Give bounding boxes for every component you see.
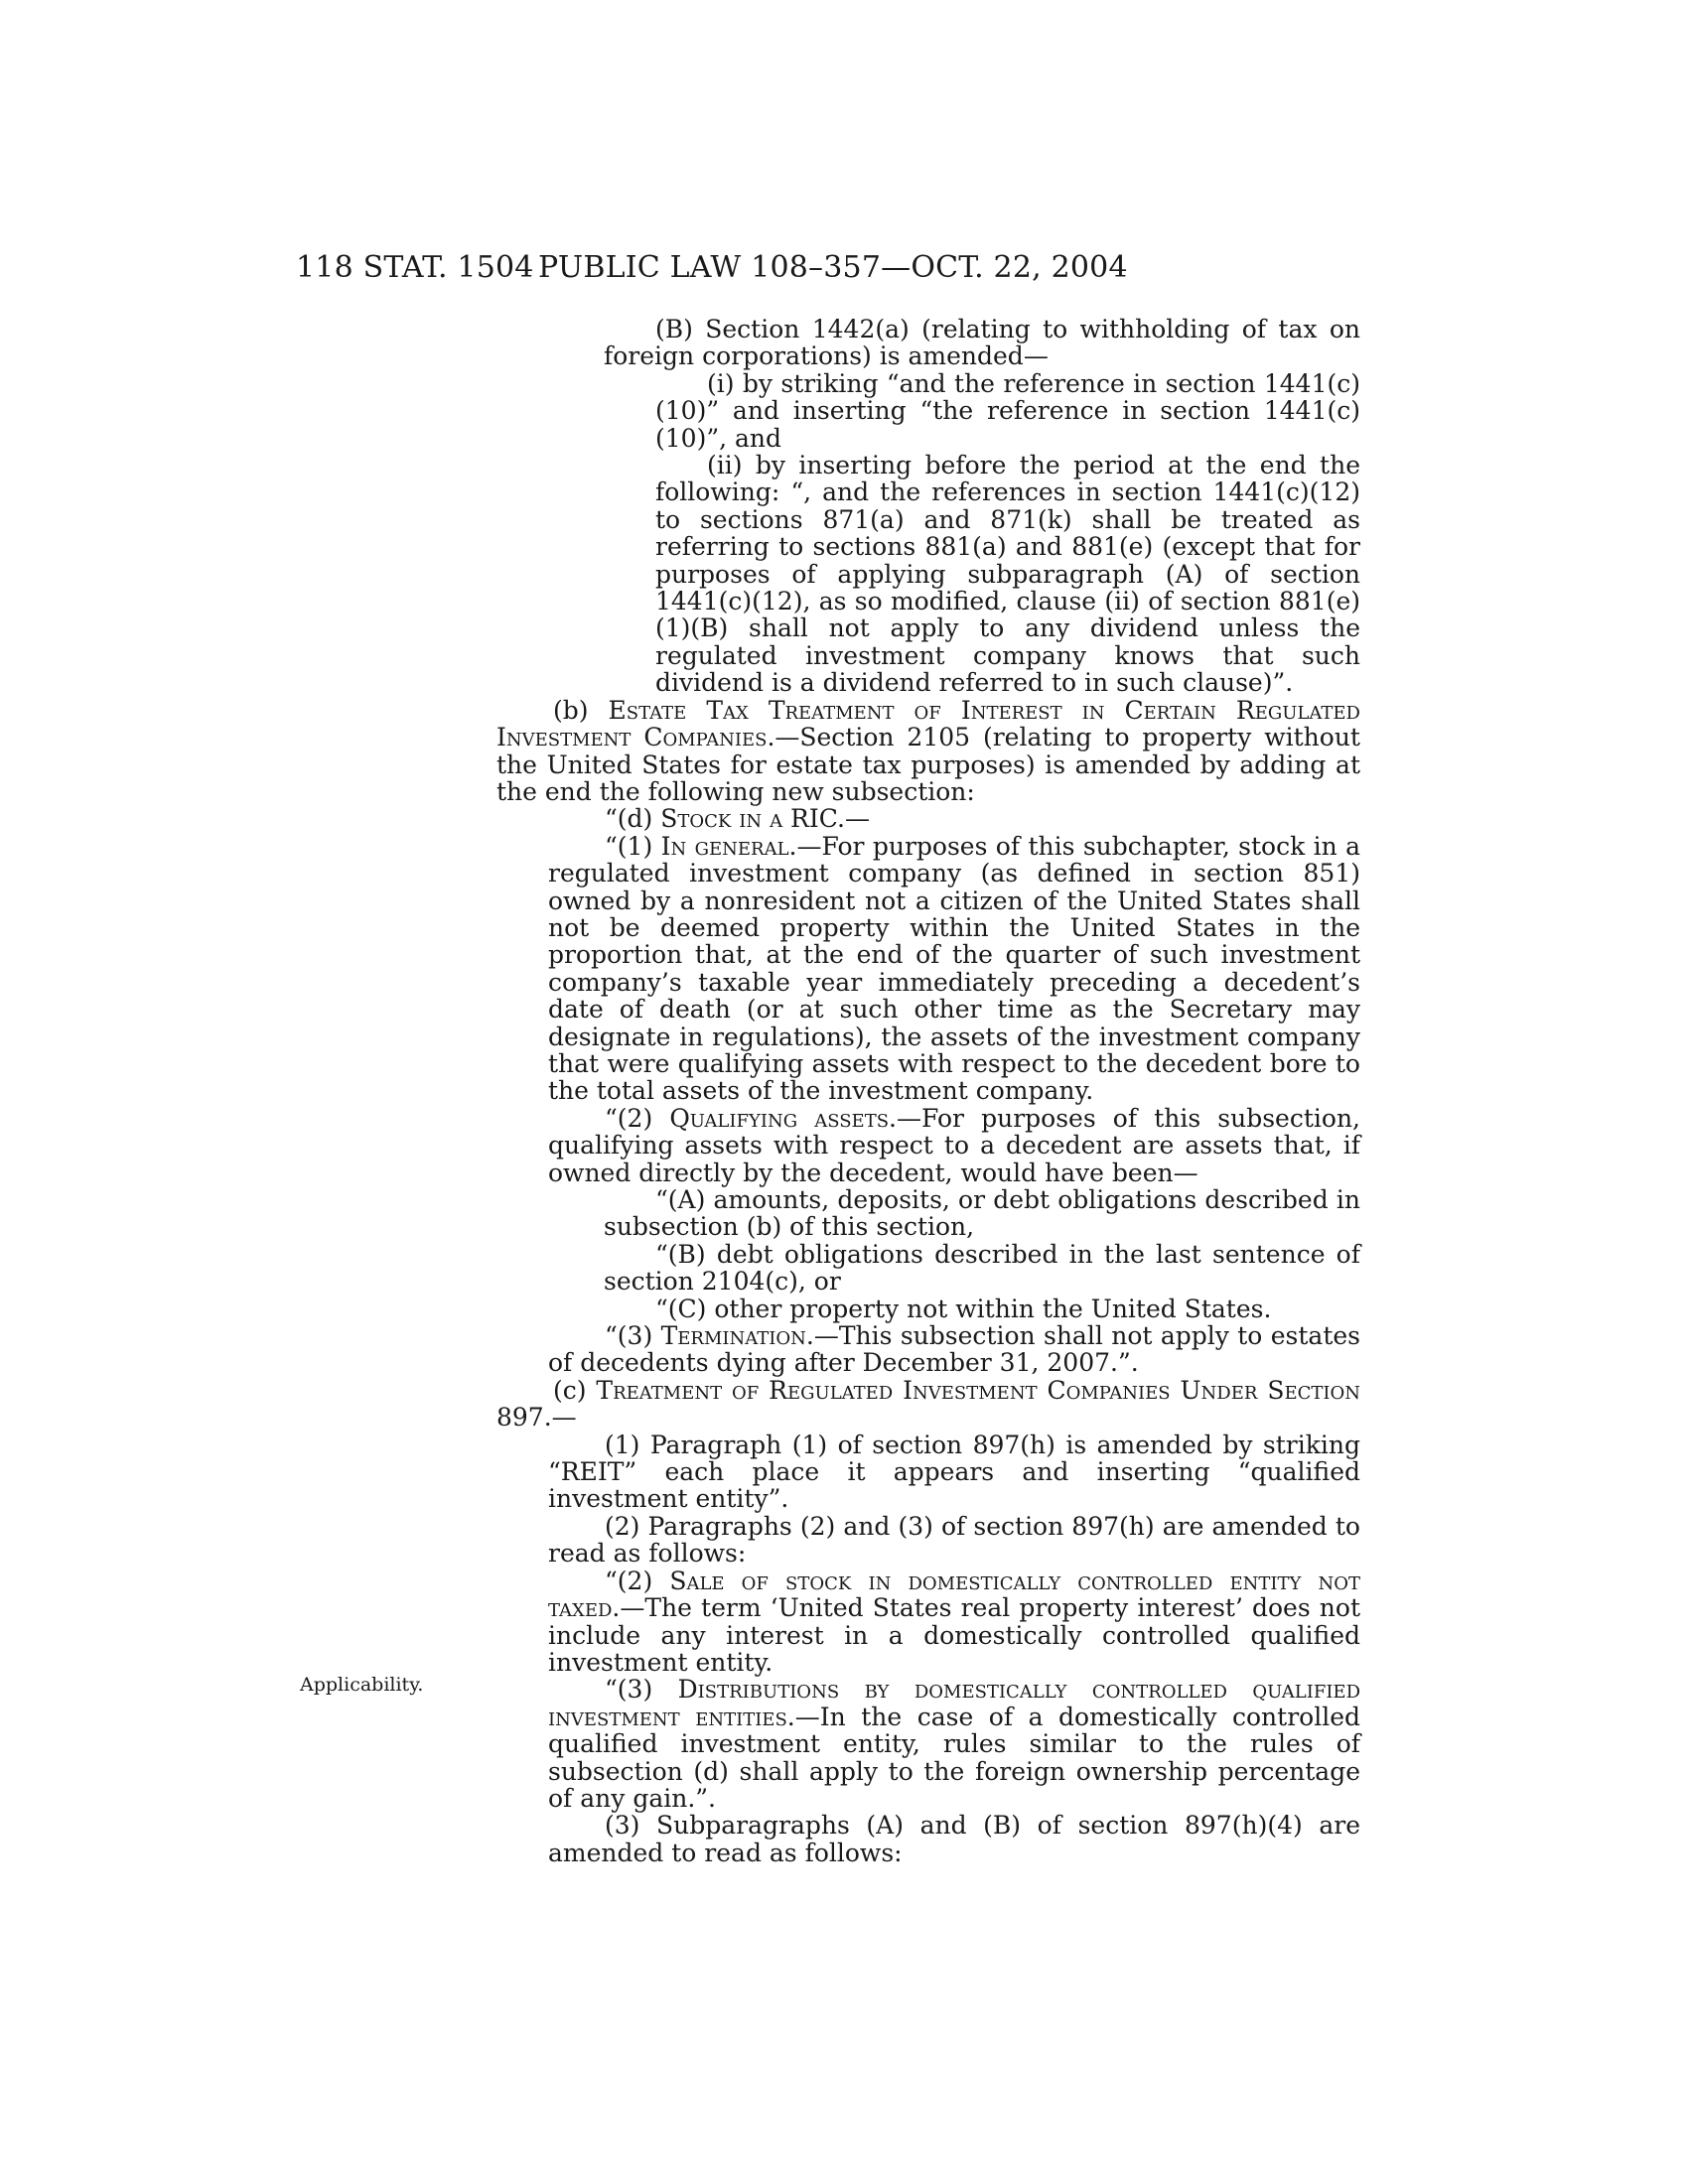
paragraph-lead: “(1) bbox=[605, 831, 661, 861]
document-body bbox=[496, 316, 1360, 1866]
paragraph: (1) Paragraph (1) of section 897(h) is amended by striking “REIT” each place it appears and inserting “qualified investment entity”. bbox=[548, 1430, 1360, 1514]
paragraph-lead: “(3) bbox=[605, 1321, 661, 1351]
paragraph: (B) Section 1442(a) (relating to withholding of tax on foreign corporations) is amended— bbox=[604, 315, 1360, 371]
paragraph bbox=[496, 1676, 1360, 1812]
paragraph-lead: “(2) bbox=[605, 1566, 670, 1595]
paragraph-text: —For purposes of this subchapter, stock in a regulated investment company (as defined in section 851) owned by a nonresident not a citizen of the United States shall not be deemed property within the United States in the proportion that, at the end of the quarter of such investment company’s taxable year immediately preceding a decedent’s date of death (or at such other time as the Secretary may designate in regulations), the assets of the investment company that were qualifying assets with respect to the decedent bore to the total assets of the investment company. bbox=[548, 831, 1361, 1106]
stat-citation: 118 STAT. 1504 bbox=[296, 250, 534, 285]
paragraph: “(A) amounts, deposits, or debt obligations described in subsection (b) of this section, bbox=[604, 1185, 1360, 1242]
paragraph-lead: “(2) bbox=[605, 1103, 670, 1133]
paragraph-text: —For purposes of this subsection, qualifying assets with respect to a decedent are assets that, if owned directly by the decedent, would have been— bbox=[548, 1103, 1360, 1187]
paragraph-text: — bbox=[844, 804, 870, 834]
paragraph-lead: “(d) bbox=[605, 804, 661, 834]
paragraph bbox=[496, 833, 1360, 1105]
paragraph bbox=[496, 805, 1360, 832]
paragraph-lead: (b) bbox=[553, 695, 609, 725]
section-heading: Termination. bbox=[660, 1321, 814, 1351]
paragraph-lead: (c) bbox=[553, 1375, 597, 1405]
section-heading: Treatment of Regulated Investment Companies Under Section 897. bbox=[496, 1375, 1360, 1433]
paragraph-text: — bbox=[551, 1403, 577, 1433]
section-heading: Distributions by domestically controlled qualified investment entities. bbox=[548, 1675, 1360, 1731]
margin-note: Applicability. bbox=[300, 1674, 424, 1696]
paragraph: (ii) by inserting before the period at the end the following: “, and the references in section 1441(c)(12) to sections 871(a) and 871(k) shall be treated as referring to sections 881(a) and 881(e) (except that for purposes of applying subparagraph (A) of section 1441(c)(12), as so modified, clause (ii) of section 881(e)(1)(B) shall not apply to any dividend unless the regulated investment company knows that such dividend is a dividend referred to in such clause)”. bbox=[655, 451, 1360, 698]
paragraph bbox=[496, 1322, 1360, 1377]
paragraph-lead: “(3) bbox=[605, 1675, 678, 1705]
paragraph-text: —Section 2105 (relating to property without the United States for estate tax purposes) is amended by adding at the end the following new subsection: bbox=[496, 723, 1360, 806]
section-heading: In general. bbox=[660, 831, 797, 861]
paragraph: (i) by striking “and the reference in section 1441(c)(10)” and inserting “the reference in section 1441(c)(10)”, and bbox=[655, 368, 1360, 453]
section-heading: Stock in a RIC. bbox=[660, 804, 845, 834]
section-heading: Sale of stock in domestically controlled entity not taxed. bbox=[548, 1566, 1360, 1623]
paragraph bbox=[496, 1377, 1360, 1432]
paragraph: “(B) debt obligations described in the last sentence of section 2104(c), or bbox=[604, 1239, 1360, 1297]
paragraph-text: —The term ‘United States real property interest’ does not include any interest in a domestically controlled qualified investment entity. bbox=[548, 1593, 1360, 1677]
paragraph: “(C) other property not within the United States. bbox=[655, 1294, 1272, 1323]
paragraph bbox=[496, 1568, 1360, 1677]
paragraph-text: —This subsection shall not apply to estates of decedents dying after December 31, 2007.”. bbox=[548, 1321, 1360, 1378]
paragraph bbox=[496, 697, 1360, 806]
paragraph-text: —In the case of a domestically controlled qualified investment entity, rules similar to the rules of subsection (d) shall apply to the foreign ownership percentage of any gain.”. bbox=[548, 1702, 1360, 1813]
section-heading: Estate Tax Treatment of Interest in Certain Regulated Investment Companies. bbox=[496, 695, 1360, 752]
paragraph: (2) Paragraphs (2) and (3) of section 897(h) are amended to read as follows: bbox=[548, 1511, 1360, 1569]
paragraph: (3) Subparagraphs (A) and (B) of section 897(h)(4) are amended to read as follows: bbox=[548, 1811, 1360, 1867]
page-title: PUBLIC LAW 108–357—OCT. 22, 2004 bbox=[538, 250, 1128, 285]
section-heading: Qualifying assets. bbox=[669, 1103, 897, 1133]
paragraph bbox=[496, 1105, 1360, 1186]
